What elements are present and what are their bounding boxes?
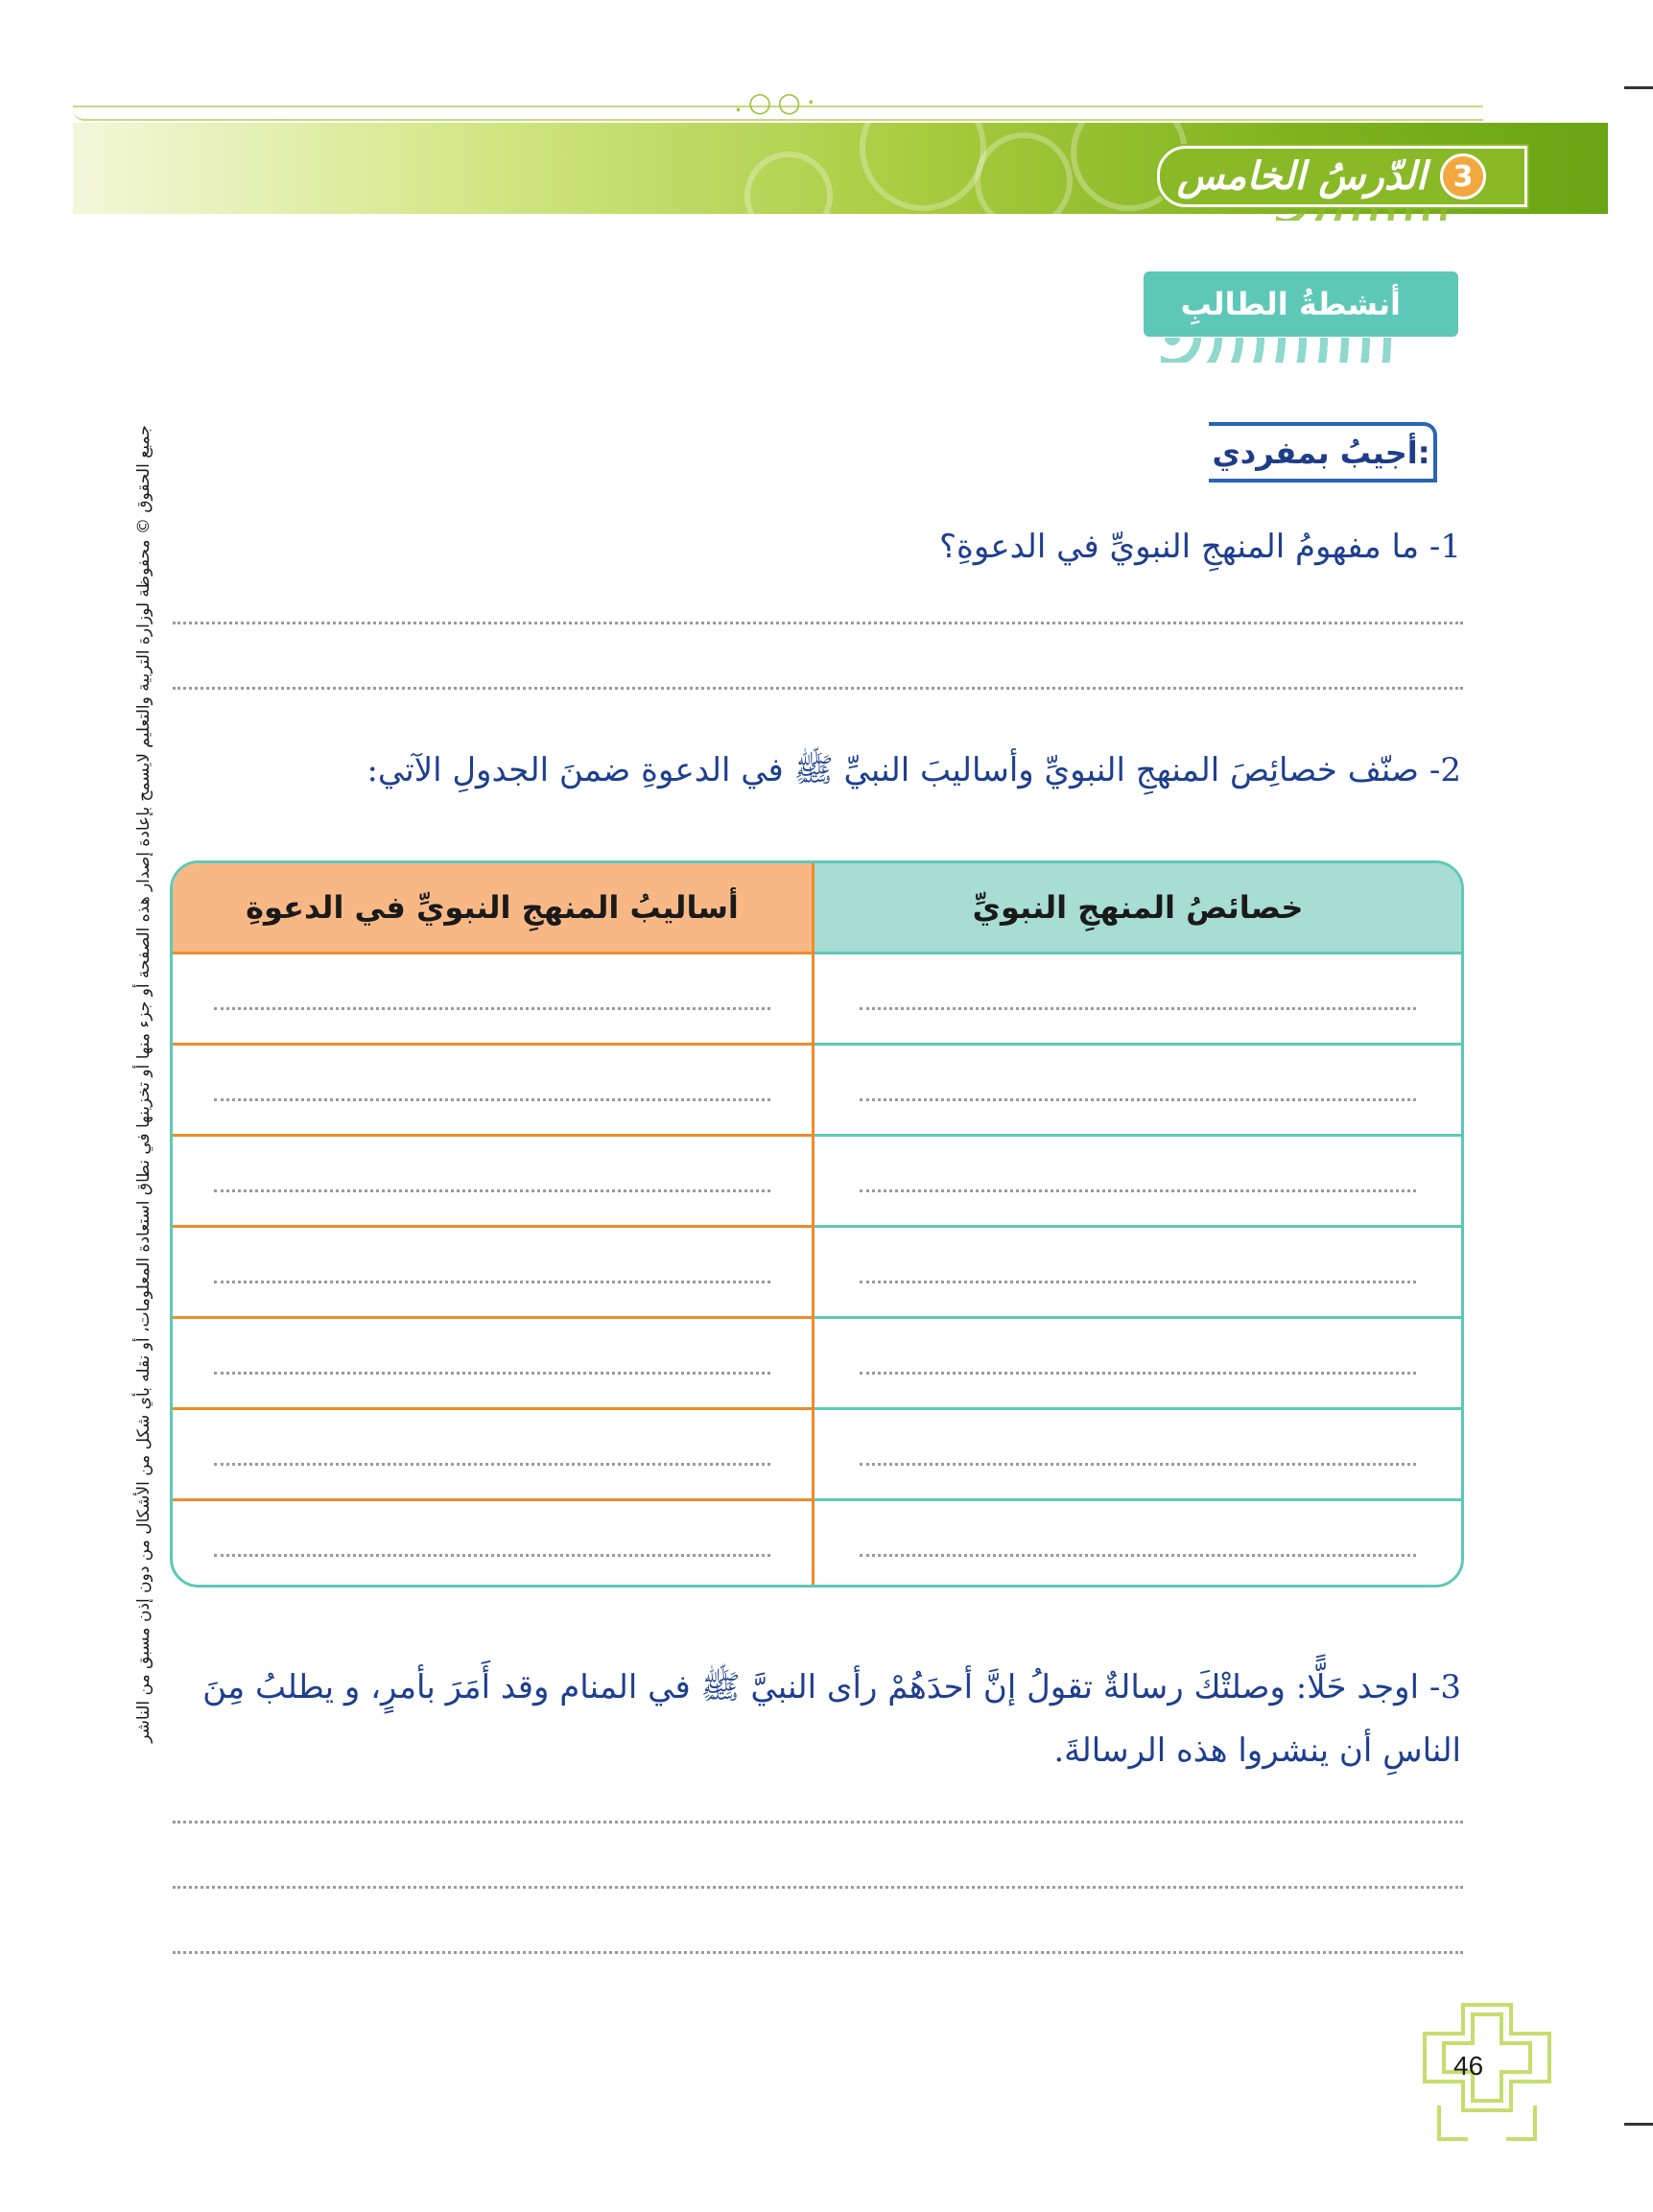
lesson-badge bbox=[1157, 146, 1527, 207]
table-row bbox=[173, 1498, 1461, 1588]
question-1: 1- ما مفهومُ المنهجِ النبويِّ في الدعوةِ؟ bbox=[938, 528, 1461, 566]
answer-dotted-line[interactable] bbox=[860, 1372, 1416, 1375]
header-methods: أساليبُ المنهجِ النبويِّ في الدعوةِ bbox=[246, 889, 739, 926]
swirl-decoration bbox=[975, 132, 1073, 214]
answer-line[interactable] bbox=[173, 1886, 1463, 1889]
lesson-title: الدّرسُ الخامس bbox=[1176, 154, 1427, 199]
margin-tick bbox=[1624, 86, 1653, 89]
activities-banner bbox=[1144, 271, 1458, 337]
answer-dotted-line[interactable] bbox=[214, 1463, 770, 1466]
characteristic-cell[interactable] bbox=[815, 1316, 1461, 1407]
method-cell[interactable] bbox=[173, 1407, 815, 1498]
answer-dotted-line[interactable] bbox=[860, 1554, 1416, 1557]
answer-line[interactable] bbox=[173, 1821, 1463, 1824]
header-characteristics: خصائصُ المنهجِ النبويِّ bbox=[972, 889, 1304, 926]
table-row bbox=[173, 1043, 1461, 1134]
answer-dotted-line[interactable] bbox=[860, 1463, 1416, 1466]
answer-dotted-line[interactable] bbox=[860, 1007, 1416, 1010]
table-header-cell bbox=[815, 863, 1461, 952]
method-cell[interactable] bbox=[173, 1225, 815, 1316]
table-row bbox=[173, 952, 1461, 1043]
swirl-decoration bbox=[744, 152, 833, 214]
answer-dotted-line[interactable] bbox=[214, 1372, 770, 1375]
question-3-line-2: الناسِ أن ينشروا هذه الرسالةَ. bbox=[1053, 1731, 1461, 1770]
characteristic-cell[interactable] bbox=[815, 952, 1461, 1043]
page-number: 46 bbox=[1453, 2051, 1484, 2081]
question-3-line-1: 3- اوجد حَلًّا: وصلتْكَ رسالةٌ تقولُ إنَّ أحدَهُمْ رأى النبيَّ ﷺ في المنام وقد أَمَرَ بأمرٍ، و يطلبُ مِنَ bbox=[202, 1668, 1461, 1706]
table-row bbox=[173, 1407, 1461, 1498]
answer-dotted-line[interactable] bbox=[214, 1281, 770, 1283]
classification-table bbox=[170, 860, 1464, 1588]
page-number-ornament-icon bbox=[1420, 2000, 1554, 2144]
characteristic-cell[interactable] bbox=[815, 1134, 1461, 1225]
method-cell[interactable] bbox=[173, 1316, 815, 1407]
answer-dotted-line[interactable] bbox=[214, 1554, 770, 1557]
lesson-number: 3 bbox=[1440, 153, 1486, 200]
copyright-note: جميع الحقوق © محفوظة لوزارة التربية والتعليم لايسمح بإعادة إصدار هذه الصفحة أو جزء منها أو تخزينها في نطاق استعادة المعلومات، أو نقله بأي شكل من الأشكال من دون إذن مسبق من الناشر bbox=[134, 425, 153, 1743]
method-cell[interactable] bbox=[173, 952, 815, 1043]
table-header-row bbox=[173, 863, 1461, 952]
activities-scallop-decoration bbox=[1161, 338, 1391, 363]
characteristic-cell[interactable] bbox=[815, 1498, 1461, 1588]
method-cell[interactable] bbox=[173, 1498, 815, 1588]
characteristic-cell[interactable] bbox=[815, 1407, 1461, 1498]
answer-dotted-line[interactable] bbox=[214, 1007, 770, 1010]
characteristic-cell[interactable] bbox=[815, 1225, 1461, 1316]
answer-dotted-line[interactable] bbox=[860, 1189, 1416, 1192]
method-cell[interactable] bbox=[173, 1043, 815, 1134]
table-body bbox=[173, 952, 1461, 1588]
table-row bbox=[173, 1316, 1461, 1407]
activities-label: أنشطةُ الطالبِ bbox=[1180, 286, 1401, 322]
answer-line[interactable] bbox=[173, 622, 1463, 624]
answer-dotted-line[interactable] bbox=[214, 1098, 770, 1101]
table-row bbox=[173, 1225, 1461, 1316]
table-row bbox=[173, 1134, 1461, 1225]
answer-dotted-line[interactable] bbox=[860, 1281, 1416, 1283]
answer-dotted-line[interactable] bbox=[860, 1098, 1416, 1101]
question-2: 2- صنّف خصائِصَ المنهجِ النبويِّ وأساليبَ النبيِّ ﷺ في الدعوةِ ضمنَ الجدولِ الآتي: bbox=[366, 751, 1461, 789]
answer-line[interactable] bbox=[173, 1951, 1463, 1954]
answer-dotted-line[interactable] bbox=[214, 1189, 770, 1192]
margin-tick bbox=[1624, 2123, 1653, 2126]
table-header-cell bbox=[173, 863, 815, 952]
answer-line[interactable] bbox=[173, 687, 1463, 690]
swirl-decoration bbox=[860, 123, 986, 211]
characteristic-cell[interactable] bbox=[815, 1043, 1461, 1134]
header-ornament: .○○· bbox=[734, 86, 821, 118]
section-heading bbox=[1209, 422, 1437, 482]
method-cell[interactable] bbox=[173, 1134, 815, 1225]
section-heading-label: أجيبُ بمفردي: bbox=[1212, 434, 1430, 471]
